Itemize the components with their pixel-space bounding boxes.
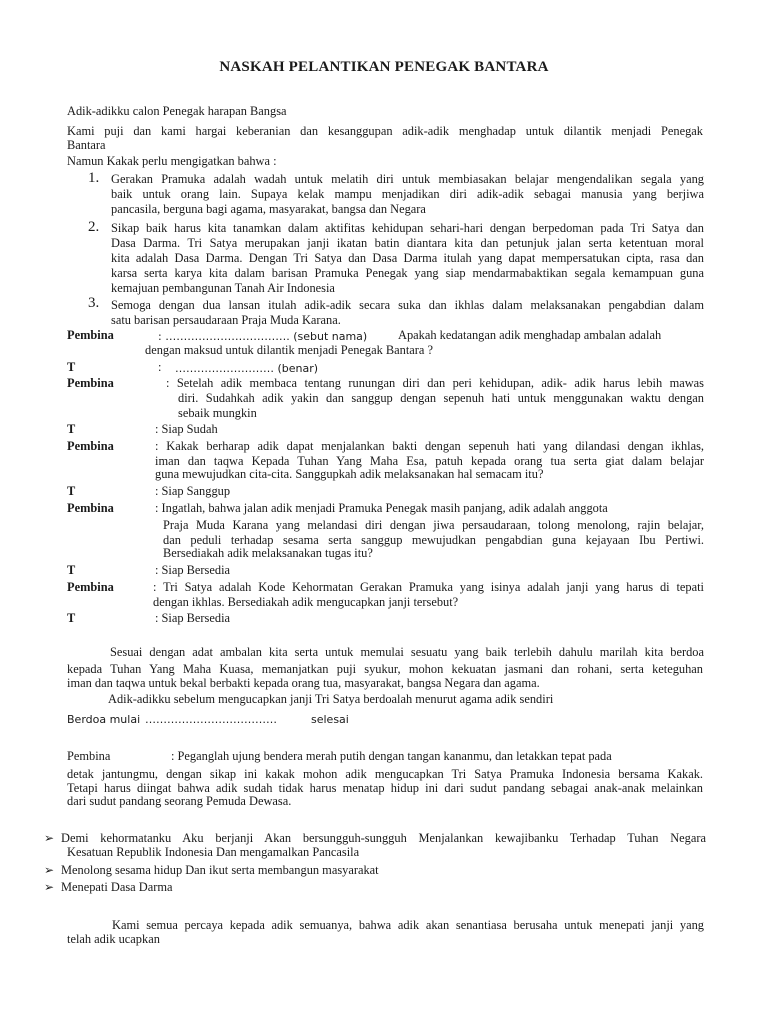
flag-line-2: detak jantungmu, dengan sikap ini kakak mohon adik mengucapkan Tri Satya Pramuka Indonesia bersama Kakak. [67,767,703,781]
speaker-pembina: Pembina [67,328,114,342]
answer-3: : Siap Sanggup [155,484,231,498]
answer-2: : Siap Sudah [155,422,218,436]
list-item-3-line-2: satu barisan persaudaraan Praja Muda Karana. [111,313,341,327]
prayer-line-2: kepada Tuhan Yang Maha Kuasa, memanjatkan puji syukur, mohon kekuatan jasmani dan rohani, serta keteguhan [67,662,703,676]
dialog-2-line-2: diri. Sudahkah adik yakin dan sanggup dengan sepenuh hati untuk menggunakan waktu dengan [178,391,704,405]
prayer-start: Berdoa mulai [67,713,141,726]
list-item-1-line-3: pancasila, berguna bagi agama, masyarakat, bangsa dan Negara [111,202,426,216]
list-item-2-line-4: karsa serta karya kita dalam barisan Pramuka Penegak yang siap mendarmabaktikan segala kemampuan guna [111,266,704,280]
list-number-2: 2. [88,219,100,235]
dialog-1-question: Apakah kedatangan adik menghadap ambalan adalah [398,328,662,342]
dialog-2-line-1: : Setelah adik membaca tentang runungan diri dan peri kehidupan, adik- adik harus lebih mawas [166,376,704,390]
dialog-3-line-3: guna mewujudkan cita-cita. Sanggupkah adik melaksanakan hal semacam itu? [155,467,544,481]
answer-5: : Siap Bersedia [155,611,231,625]
dialog-5-line-1: : Tri Satya adalah Kode Kehormatan Gerakan Pramuka yang isinya adalah janji yang harus di tepati [153,580,704,594]
arrow-bullet-icon: ➢ [44,863,55,877]
answer-1-colon: : [158,360,162,374]
list-item-2-line-3: kita adalah Dasa Darma. Dengan Tri Satya dan Dasa Darma itulah yang dapat mempersatukan cipta, rasa dan [111,251,704,265]
prayer-end: selesai [311,713,349,726]
intro-reminder: Namun Kakak perlu mengigatkan bahwa : [67,154,277,168]
flag-speaker: Pembina [67,749,111,763]
prayer-blank: ……………………………… [145,713,277,726]
dialog-3-line-2: iman dan taqwa Kepada Tuhan Yang Maha Esa, patuh kepada orang tua serta giat dalam belajar [155,454,704,468]
speaker-t: T [67,563,76,577]
closing-line-1: Kami semua percaya kepada adik semuanya, bahwa adik akan senantiasa berusaha untuk menepati janji yang [112,918,704,932]
dialog-2-line-3: sebaik mungkin [178,406,257,420]
pledge-2: Menolong sesama hidup Dan ikut serta membangun masyarakat [61,863,379,877]
prayer-line-1: Sesuai dengan adat ambalan kita serta untuk memulai sesuatu yang baik terlebih dahulu marilah kita berdoa [110,645,704,659]
prayer-line-3: iman dan taqwa untuk bekal berbakti kepada orang tua, masyarakat, bangsa Negara dan agama. [67,676,540,690]
speaker-pembina: Pembina [67,439,114,453]
dialog-3-line-1: : Kakak berharap adik dapat menjalankan bakti dengan sepenuh hati yang dilandasi dengan ikhlas, [155,439,704,453]
speaker-t: T [67,422,76,436]
dialog-4-line-2: Praja Muda Karana yang melandasi diri dengan jiwa persaudaraan, tolong menolong, rajin belajar, [163,518,704,532]
dialog-1-blank: : ……………………………. (sebut nama) [158,330,368,343]
speaker-t: T [67,484,76,498]
flag-line-4: dari sudut pandang seorang Pemuda Dewasa. [67,794,292,808]
page-title: NASKAH PELANTIKAN PENEGAK BANTARA [219,59,549,75]
speaker-pembina: Pembina [67,376,114,390]
prayer-line-4: Adik-adikku sebelum mengucapkan janji Tri Satya berdoalah menurut agama adik sendiri [108,692,554,706]
list-item-2-line-1: Sikap baik harus kita tanamkan dalam aktifitas kehidupan sehari-hari dengan berpedoman pada Tri Satya dan [111,221,704,235]
intro-greeting: Adik-adikku calon Penegak harapan Bangsa [67,104,287,118]
dialog-4-line-1: : Ingatlah, bahwa jalan adik menjadi Pramuka Penegak masih panjang, adik adalah anggota [155,501,608,515]
speaker-pembina: Pembina [67,501,114,515]
pledge-1-line-1: Demi kehormatanku Aku berjanji Akan bersungguh-sungguh Menjalankan kewajibanku Terhadap Tuhan Negara [61,831,706,845]
arrow-bullet-icon: ➢ [44,880,55,894]
arrow-bullet-icon: ➢ [44,831,55,845]
dialog-5-line-2: dengan ikhlas. Bersediakah adik mengucapkan janji tersebut? [153,595,459,609]
dialog-4-line-4: Bersediakah adik melaksanakan tugas itu? [163,546,373,560]
dialog-1-line-2: dengan maksud untuk dilantik menjadi Penegak Bantara ? [145,343,434,357]
speaker-t: T [67,611,76,625]
speaker-pembina: Pembina [67,580,114,594]
list-number-1: 1. [88,170,100,186]
closing-line-2: telah adik ucapkan [67,932,160,946]
intro-praise-line-1: Kami puji dan kami hargai keberanian dan kesanggupan adik-adik menghadap untuk dilantik menjadi Penegak [67,124,703,138]
list-item-2-line-2: Dasa Darma. Tri Satya merupakan janji ikatan batin diantara kita dan petunjuk jalan serta ketentuan moral [111,236,704,250]
list-item-2-line-5: kemajuan pembangunan Tanah Air Indonesia [111,281,335,295]
speaker-t: T [67,360,76,374]
pledge-3: Menepati Dasa Darma [61,880,173,894]
answer-4: : Siap Bersedia [155,563,231,577]
answer-1: ……………………… (benar) [175,362,319,375]
list-item-1-line-1: Gerakan Pramuka adalah wadah untuk melatih diri untuk membiasakan belajar mengendalikan segala yang [111,172,704,186]
dialog-4-line-3: dan peduli terhadap sesama serta sanggup mewujudkan pengabdian guna kejayaan Ibu Pertiwi. [163,533,704,547]
list-item-1-line-2: baik untuk orang lain. Supaya kelak mampu menjadikan diri adik-adik sebagai manusia yang berjiwa [111,187,704,201]
pledge-1-line-2: Kesatuan Republik Indonesia Dan mengamalkan Pancasila [67,845,360,859]
flag-line-1: : Peganglah ujung bendera merah putih dengan tangan kananmu, dan letakkan tepat pada [171,749,612,763]
list-number-3: 3. [88,295,100,311]
flag-line-3: Tetapi harus diingat bahwa adik sudah tidak harus menatap hidup ini dari sudut pandang sebagai anak-anak melainkan [67,781,703,795]
list-item-3-line-1: Semoga dengan dua lansan itulah adik-adik secara suka dan ikhlas dalam melaksanakan pengabdian dalam [111,298,704,312]
intro-praise-line-2: Bantara [67,138,106,152]
